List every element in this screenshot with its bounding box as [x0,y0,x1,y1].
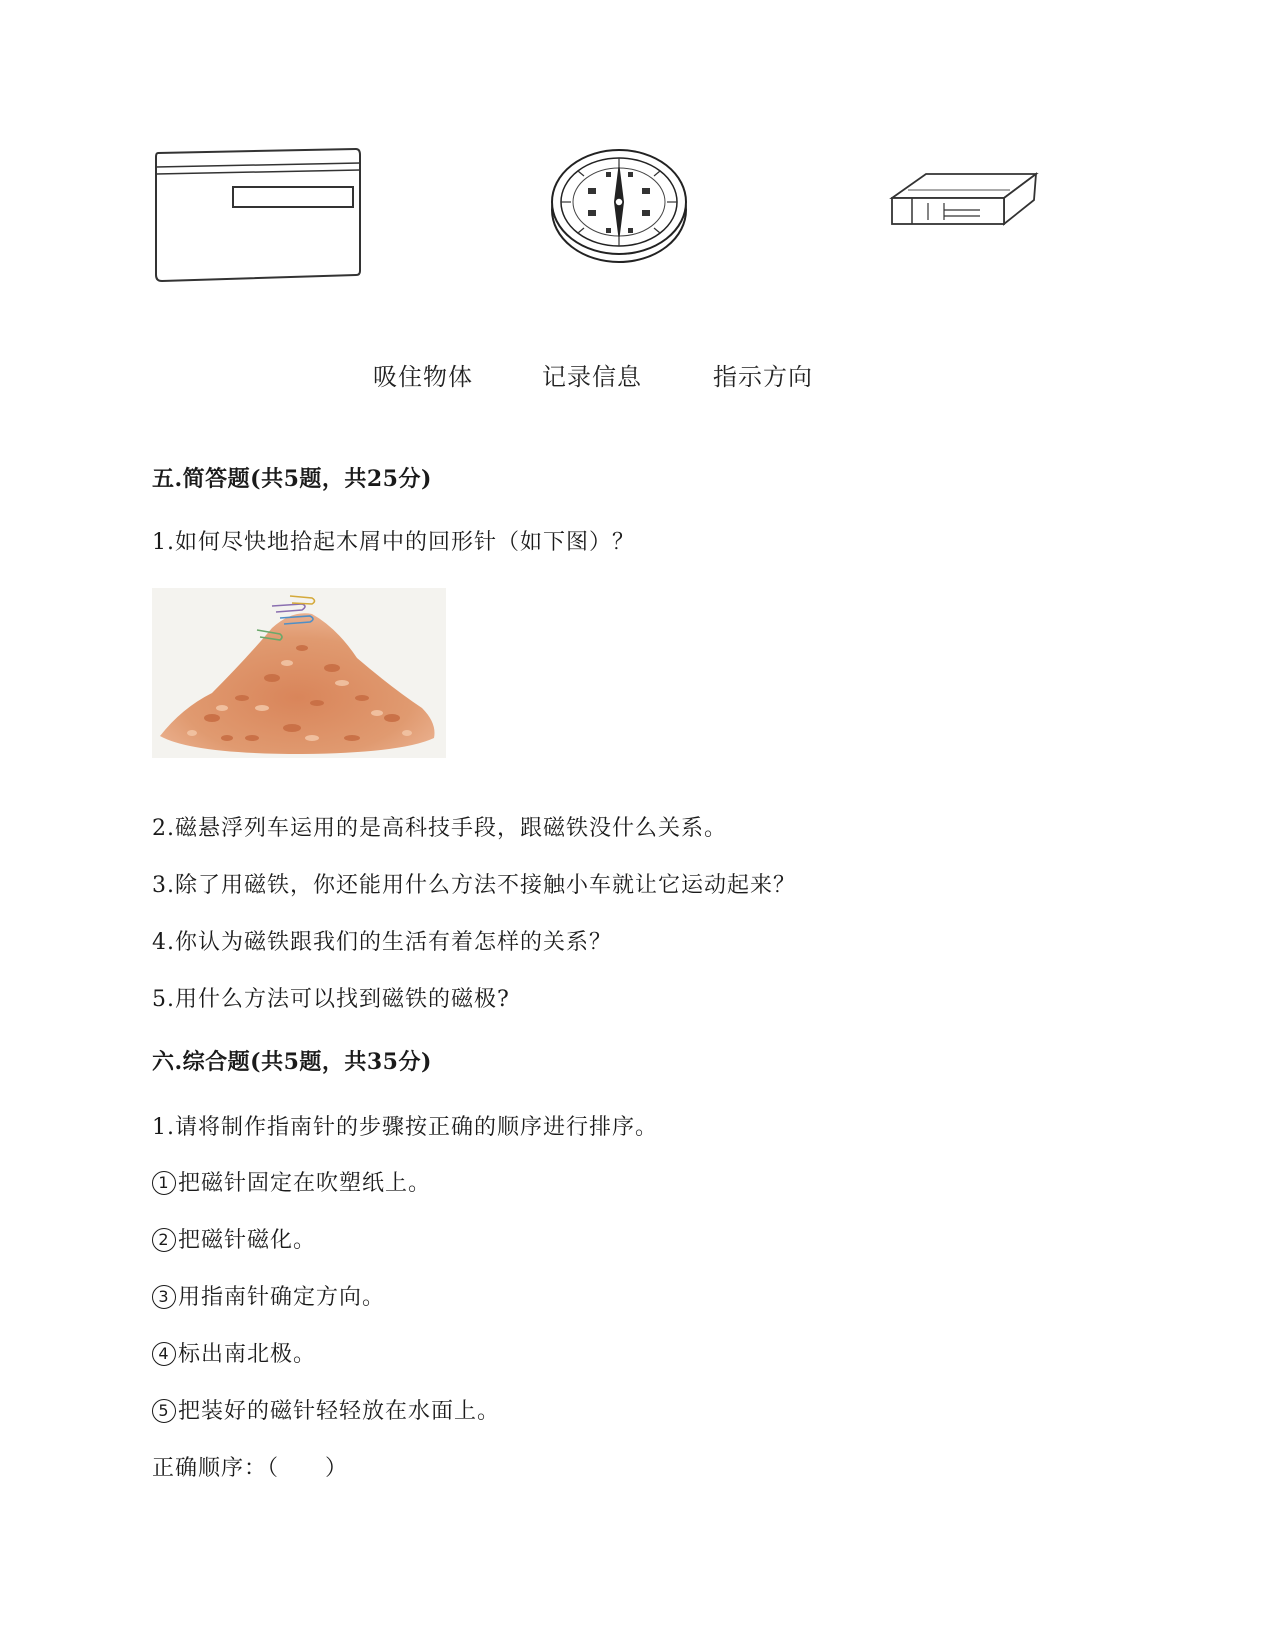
step-number: 4 [152,1342,176,1366]
option-label: 记录信息 [542,363,642,391]
step-item [152,1166,431,1197]
step-number: 1 [152,1171,176,1195]
section-heading: 五.简答题(共5题，共25分) [152,466,432,492]
bank-card-figure [150,145,370,285]
option-label: 指示方向 [713,363,813,391]
step-number: 3 [152,1285,176,1309]
question-text: 5.用什么方法可以找到磁铁的磁极? [152,987,510,1012]
question-text: 1.请将制作指南针的步骤按正确的顺序进行排序。 [152,1115,658,1140]
answer-blank: 正确顺序：（ ） [152,1456,349,1481]
step-text: 把装好的磁针轻轻放在水面上。 [178,1399,501,1424]
step-text: 标出南北极。 [178,1342,317,1367]
question-text: 2.磁悬浮列车运用的是高科技手段，跟磁铁没什么关系。 [152,816,727,841]
step-item [152,1394,500,1425]
step-item [152,1280,385,1311]
question-text: 1.如何尽快地拾起木屑中的回形针（如下图）？ [152,530,635,555]
question-text: 3.除了用磁铁，你还能用什么方法不接触小车就让它运动起来？ [152,873,796,898]
wood-shavings-photo [152,588,446,758]
pencil-box-figure [888,170,1040,230]
compass-figure [548,144,690,266]
option-label: 吸住物体 [373,363,473,391]
step-item [152,1223,316,1254]
step-text: 把磁针磁化。 [178,1228,317,1253]
section-heading: 六.综合题(共5题，共35分) [152,1049,432,1075]
step-item [152,1337,316,1368]
question-text: 4.你认为磁铁跟我们的生活有着怎样的关系？ [152,930,612,955]
step-text: 把磁针固定在吹塑纸上。 [178,1171,432,1196]
step-number: 5 [152,1399,176,1423]
step-number: 2 [152,1228,176,1252]
step-text: 用指南针确定方向。 [178,1285,386,1310]
